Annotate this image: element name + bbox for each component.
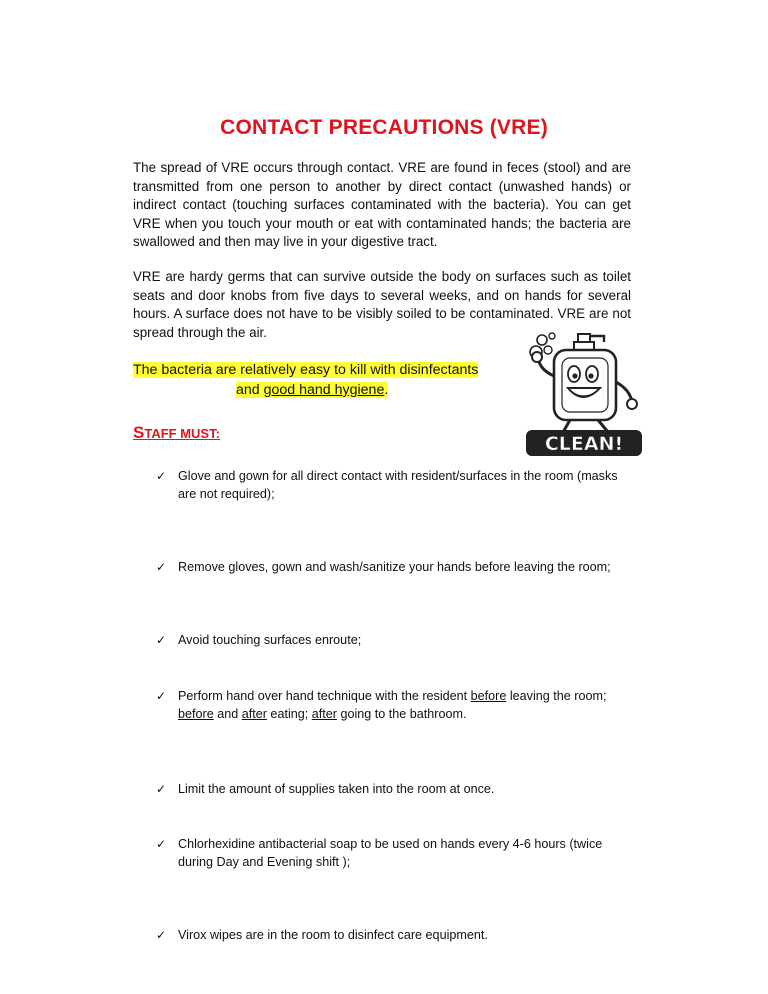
item4-after-2: after bbox=[311, 707, 337, 721]
list-item-text: Chlorhexidine antibacterial soap to be used on hands every 4-6 hours (twice during Day and Evening shift ); bbox=[178, 837, 603, 869]
checkmark-icon: ✓ bbox=[156, 928, 167, 942]
item4-part: going to the bathroom. bbox=[336, 707, 467, 721]
checkmark-icon: ✓ bbox=[156, 689, 167, 703]
list-item-text bbox=[178, 689, 606, 721]
list-item bbox=[156, 631, 636, 649]
list-item-text: Virox wipes are in the room to disinfect care equipment. bbox=[178, 928, 488, 942]
item4-part: Perform hand over hand technique with the resident bbox=[178, 689, 471, 703]
checkmark-icon: ✓ bbox=[156, 560, 167, 574]
highlight-line-1: The bacteria are relatively easy to kill with disinfectants bbox=[133, 362, 479, 378]
checkmark-icon: ✓ bbox=[156, 469, 167, 483]
item4-part: eating; bbox=[266, 707, 312, 721]
list-item bbox=[156, 467, 636, 503]
paragraph-hardy-germs: VRE are hardy germs that can survive outside the body on surfaces such as toilet seats and door knobs from five days to several weeks, and on hands for several hours. A surface does not have to be visibly soiled to be contaminated. VRE are not spread through the air. bbox=[133, 269, 631, 340]
page-title: CONTACT PRECAUTIONS (VRE) bbox=[220, 116, 548, 139]
list-item bbox=[156, 558, 636, 576]
list-item bbox=[156, 780, 636, 798]
list-item-text: Glove and gown for all direct contact with resident/surfaces in the room (masks are not required); bbox=[178, 469, 618, 501]
item4-part: and bbox=[213, 707, 242, 721]
highlight-line-2-pre: and bbox=[236, 382, 264, 398]
item4-after-1: after bbox=[241, 707, 267, 721]
checkmark-icon: ✓ bbox=[156, 782, 167, 796]
staff-checklist bbox=[156, 467, 636, 942]
staff-must-heading bbox=[133, 423, 220, 443]
soap-bottle-mascot-icon bbox=[522, 330, 646, 458]
highlight-line-2-post: . bbox=[384, 382, 389, 398]
staff-heading-rest: TAFF MUST: bbox=[144, 426, 220, 441]
mascot-clean-text: CLEAN! bbox=[544, 433, 624, 455]
list-item-text: Remove gloves, gown and wash/sanitize your hands before leaving the room; bbox=[178, 560, 611, 574]
item4-part: leaving the room; bbox=[506, 689, 607, 703]
item4-before-1: before bbox=[470, 689, 507, 703]
list-item bbox=[156, 687, 636, 723]
list-item-text: Avoid touching surfaces enroute; bbox=[178, 633, 362, 647]
paragraph-spread: The spread of VRE occurs through contact. VRE are found in feces (stool) and are transmitted from one person to another by direct contact (unwashed hands) or indirect contact (touching surfaces contaminated with the bacteria). You can get VRE when you touch your mouth or eat with contaminated hands; the bacteria are swallowed and then may live in your digestive tract. bbox=[133, 160, 631, 250]
list-item bbox=[156, 926, 636, 944]
list-item bbox=[156, 835, 636, 871]
staff-heading-first-letter: S bbox=[133, 423, 145, 442]
checkmark-icon: ✓ bbox=[156, 633, 167, 647]
highlight-callout bbox=[133, 360, 513, 400]
list-item-text: Limit the amount of supplies taken into the room at once. bbox=[178, 782, 495, 796]
checkmark-icon: ✓ bbox=[156, 837, 167, 851]
highlight-line-2 bbox=[236, 382, 388, 398]
item4-before-2: before bbox=[178, 707, 214, 721]
highlight-hand-hygiene: good hand hygiene bbox=[263, 382, 385, 398]
